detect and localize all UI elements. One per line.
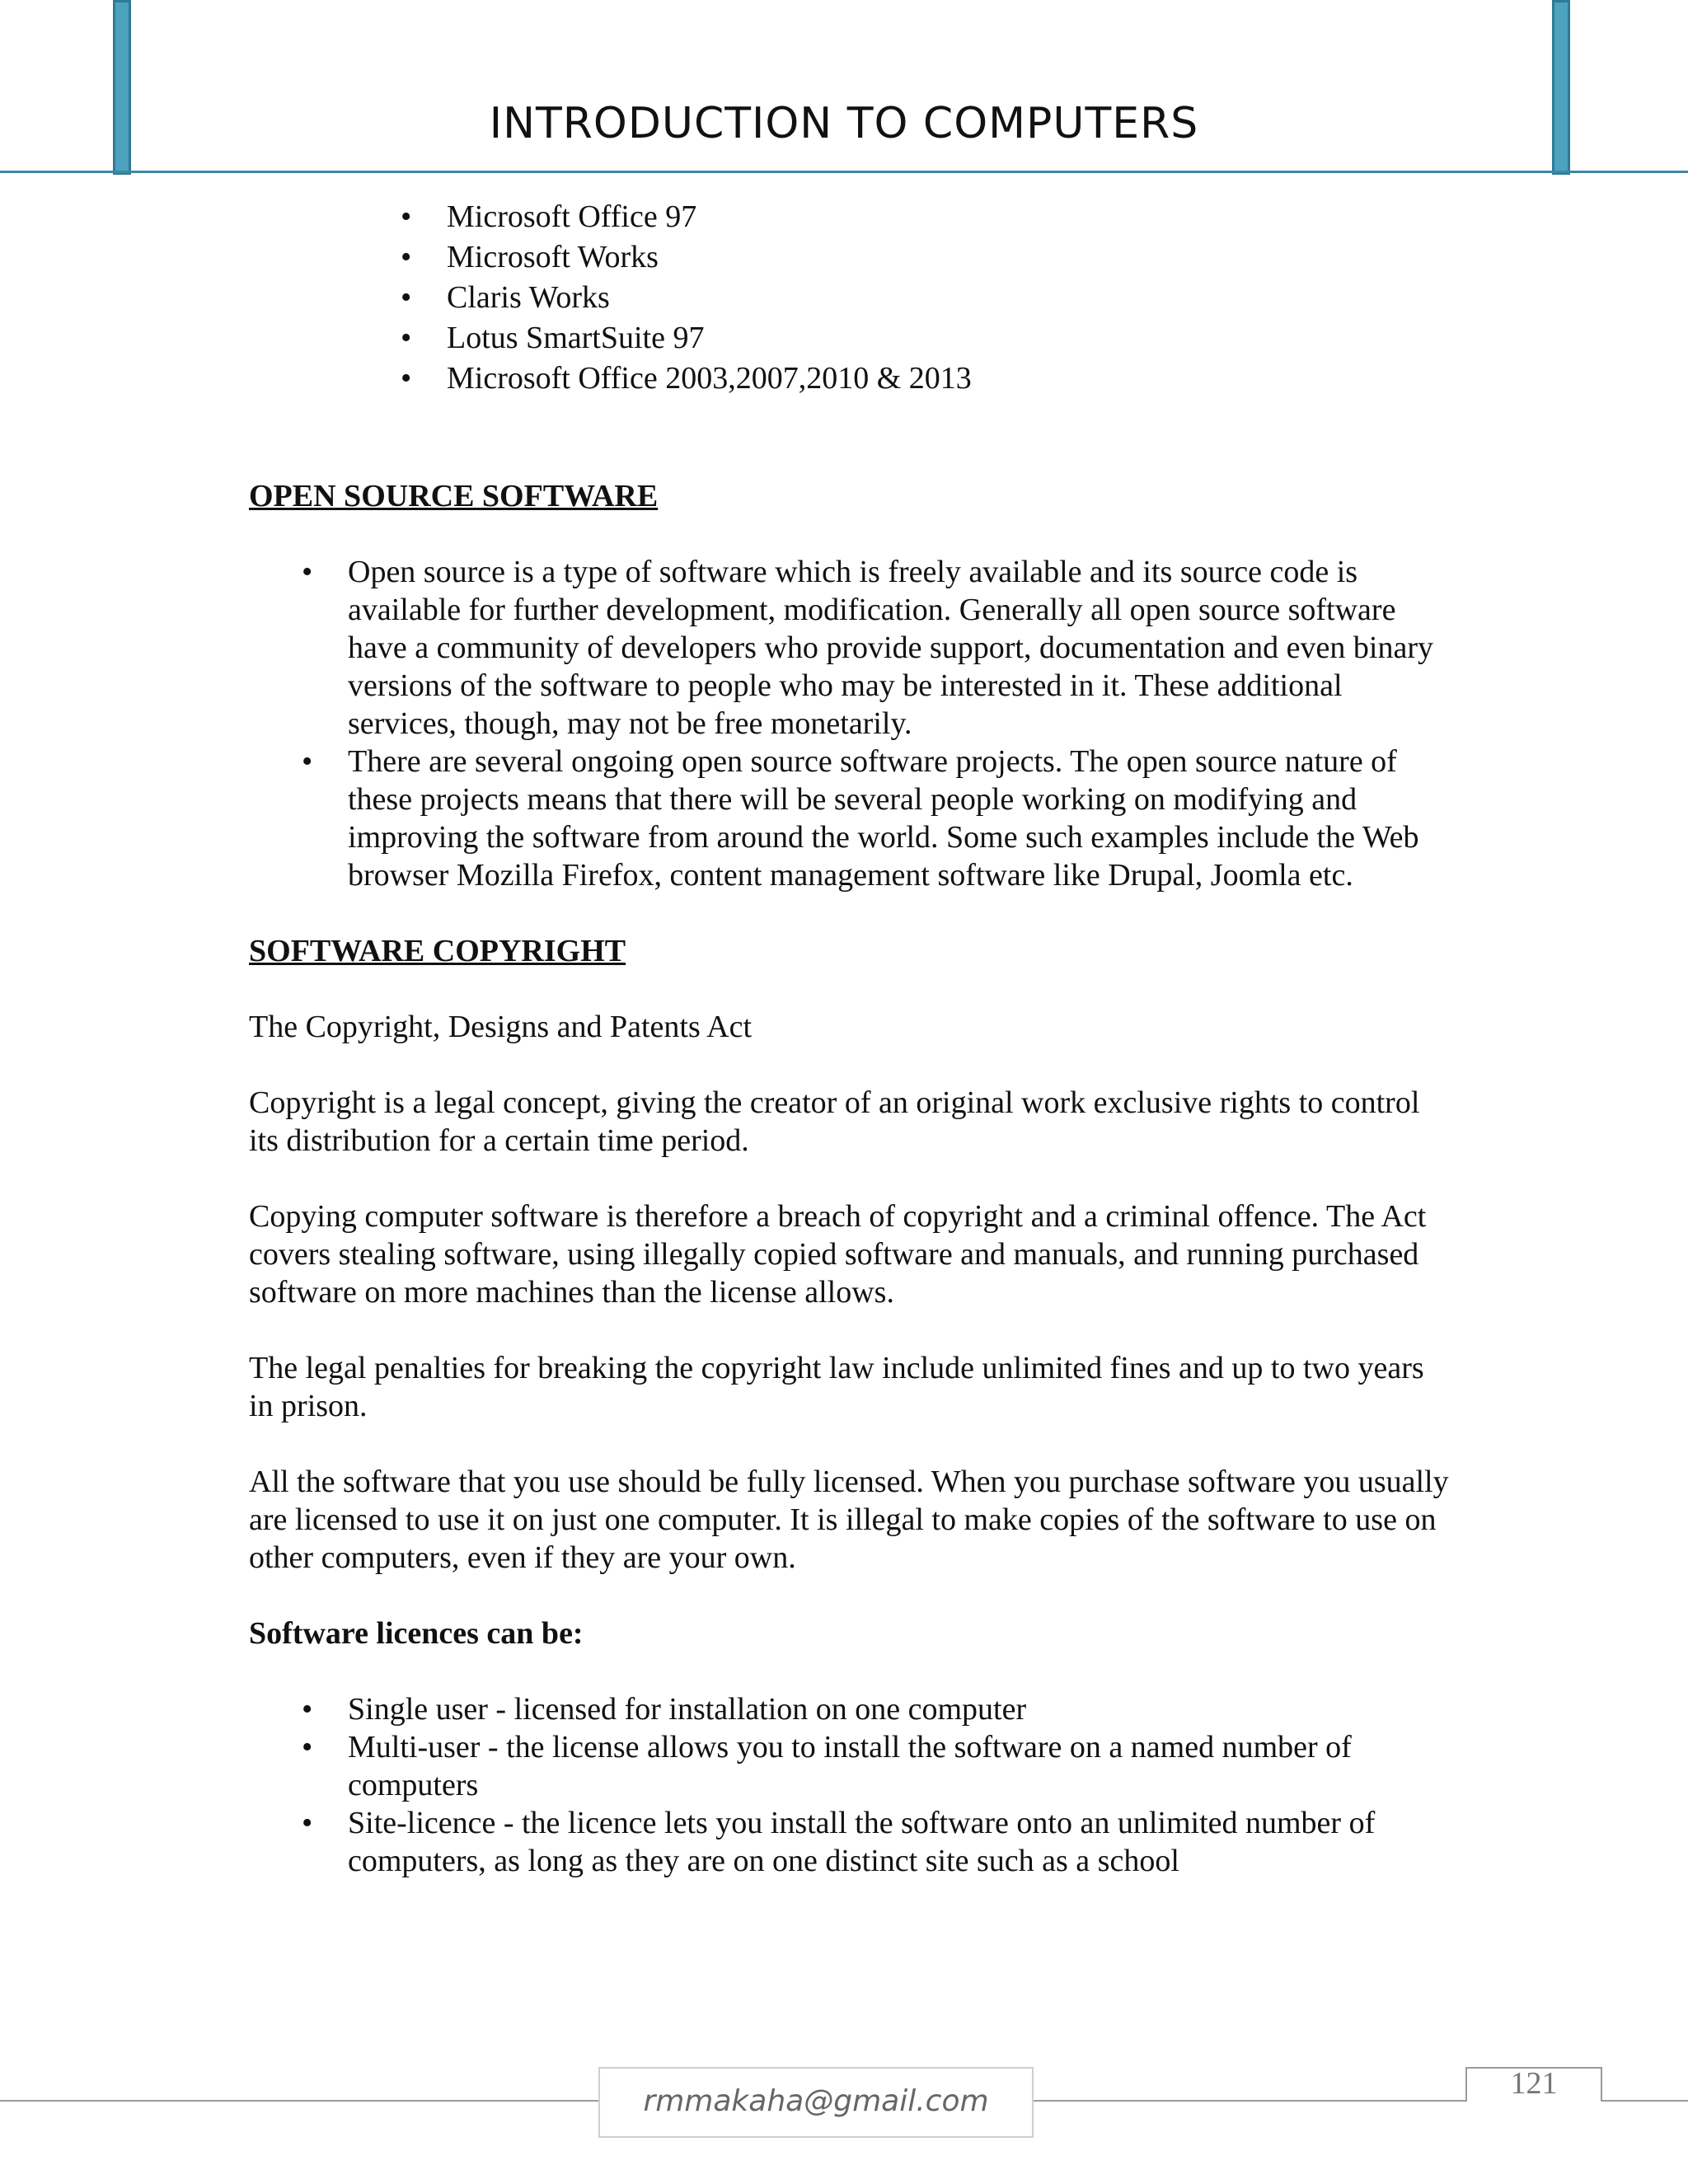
footer-rule-left	[0, 2100, 600, 2102]
header-right-bar	[1552, 0, 1570, 175]
open-source-heading: OPEN SOURCE SOFTWARE	[249, 479, 659, 513]
page-content	[249, 198, 1452, 1880]
copyright-paragraph-2: Copying computer software is therefore a breach of copyright and a criminal offence. The Act covers stealing software, using illegally copied software and manuals, and running purchased software on more machines than the license allows.	[249, 1199, 1427, 1310]
copyright-paragraph-3: The legal penalties for breaking the copyright law include unlimited fines and up to two years in prison.	[249, 1351, 1424, 1423]
licences-heading: Software licences can be:	[249, 1616, 584, 1651]
list-item: • Microsoft Office 2003,2007,2010 & 2013	[447, 359, 1452, 400]
list-item: • Lotus SmartSuite 97	[447, 319, 1452, 359]
copyright-paragraph-4: All the software that you use should be fully licensed. When you purchase software you usually are licensed to use it on just one computer. It is illegal to make copies of the software to use on other computers, even if they are your own.	[249, 1465, 1449, 1575]
copyright-heading: SOFTWARE COPYRIGHT	[249, 934, 626, 968]
copyright-act: The Copyright, Designs and Patents Act	[249, 1010, 753, 1044]
list-item: • Open source is a type of software which is freely available and its source code is available for further development, modification. Generally all open source software have a community of developers who provide support, documentation and even binary versions of the software to people who may be interested in it. These additional services, though, may not be free monetarily.	[348, 553, 1452, 743]
header-rule	[0, 171, 1688, 173]
software-suite-list	[447, 198, 1452, 400]
licences-list	[348, 1690, 1452, 1880]
list-item: • Claris Works	[447, 279, 1452, 319]
page-number: 121	[1510, 2066, 1558, 2101]
footer-rule-middle	[1032, 2100, 1467, 2102]
list-item: • Site-licence - the licence lets you install the software onto an unlimited number of computers, as long as they are on one distinct site such as a school	[348, 1804, 1452, 1880]
list-item: • Microsoft Works	[447, 238, 1452, 279]
list-item: • There are several ongoing open source software projects. The open source nature of these projects means that there will be several people working on modifying and improving the software from around the world. Some such examples include the Web browser Mozilla Firefox, content management software like Drupal, Joomla etc.	[348, 743, 1452, 894]
header-left-bar	[113, 0, 131, 175]
list-item: • Multi-user - the license allows you to install the software on a named number of computers	[348, 1728, 1452, 1804]
copyright-paragraph-1: Copyright is a legal concept, giving the creator of an original work exclusive rights to control its distribution for a certain time period.	[249, 1085, 1420, 1158]
list-item: • Single user - licensed for installation on one computer	[348, 1690, 1452, 1728]
list-item: • Microsoft Office 97	[447, 198, 1452, 238]
footer-rule-right	[1601, 2100, 1688, 2102]
footer-email: rmmakaha@gmail.com	[598, 2067, 1034, 2138]
open-source-list	[348, 553, 1452, 894]
page-header-title: INTRODUCTION TO COMPUTERS	[489, 99, 1199, 148]
